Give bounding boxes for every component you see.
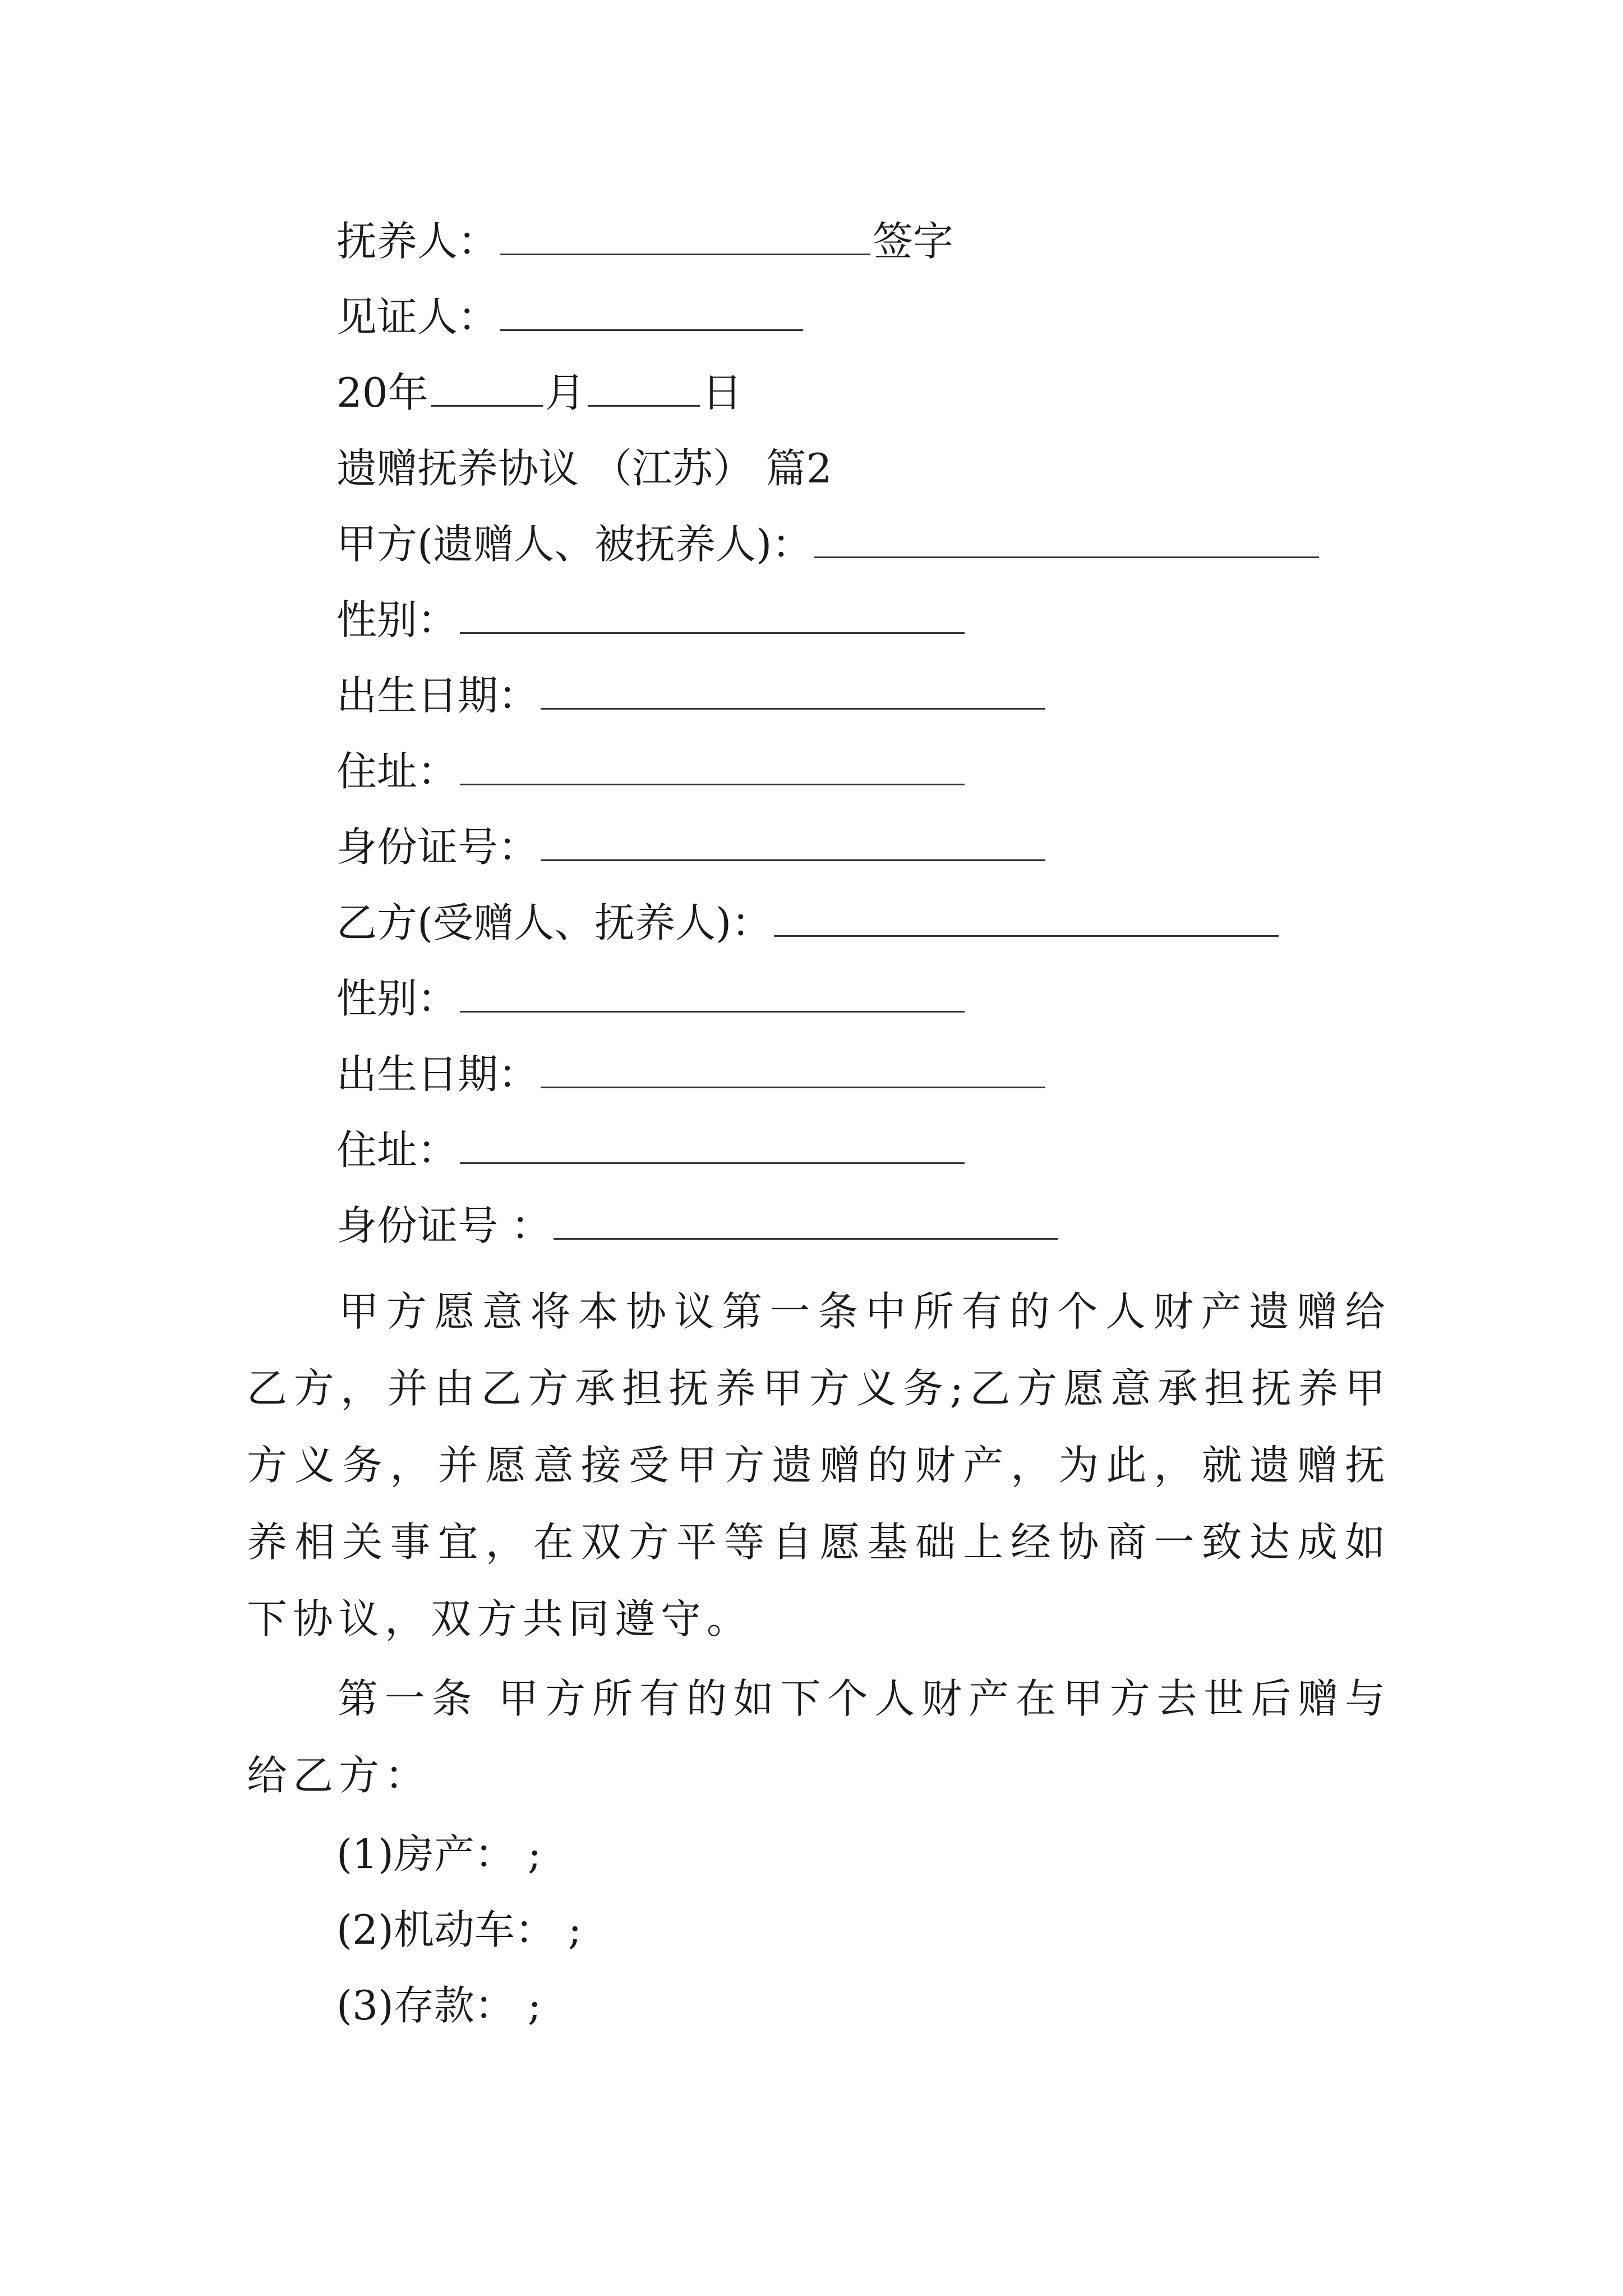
month-blank (431, 366, 543, 407)
party-b-address-line (336, 1122, 967, 1178)
party-a-gender-blank (460, 593, 965, 634)
party-a-blank (814, 517, 1319, 558)
list-item: (1)房产： ; (336, 1830, 542, 1878)
raiser-sign-suffix: 签字 (873, 218, 954, 265)
party-b-id-blank (554, 1199, 1058, 1240)
body-paragraph-1: 甲方愿意将本协议第一条中所有的个人财产遗赠给乙方，并由乙方承担抚养甲方义务;乙方愿意承担抚养甲方义务，并愿意接受甲方遗赠的财产，为此，就遗赠抚养相关事宜，在双方平等自愿基础上经协商一致达成如下协议，双方共同遵守。 (247, 1288, 1391, 1642)
party-a-address-label: 住址： (336, 748, 458, 795)
party-a-title-line (336, 516, 1321, 572)
witness-label: 见证人： (336, 293, 499, 341)
party-b-gender-label: 性别： (336, 975, 458, 1022)
witness-line (336, 289, 805, 345)
day-blank (588, 366, 700, 407)
party-a-birth-line (336, 668, 1048, 724)
party-a-address-blank (460, 744, 965, 785)
party-a-birth-label: 出生日期： (336, 672, 539, 719)
party-b-blank (774, 896, 1279, 937)
party-b-gender-line (336, 970, 967, 1027)
party-a-birth-blank (541, 669, 1045, 710)
body-paragraph-2: 第一条 甲方所有的如下个人财产在甲方去世后赠与给乙方： (247, 1675, 1391, 1799)
list-item: (2)机动车： ; (336, 1906, 582, 1953)
raiser-signature-line (336, 213, 953, 269)
party-b-birth-blank (541, 1047, 1045, 1088)
party-a-gender-label: 性别： (336, 596, 458, 643)
date-year: 20年 (336, 369, 428, 416)
party-b-id-line (336, 1198, 1061, 1254)
party-b-address-label: 住址： (336, 1126, 458, 1174)
list-item: (3)存款： ; (336, 1982, 542, 2029)
party-b-birth-label: 出生日期： (336, 1051, 539, 1098)
witness-blank (500, 290, 803, 331)
party-b-birth-line (336, 1046, 1048, 1102)
party-b-address-blank (460, 1123, 965, 1164)
party-a-gender-line (336, 592, 967, 648)
date-month: 月 (545, 369, 585, 416)
party-a-id-line (336, 819, 1048, 875)
raiser-blank (500, 214, 870, 255)
party-a-id-label: 身份证号： (336, 823, 539, 871)
date-day: 日 (702, 369, 743, 416)
party-b-id-label: 身份证号 ： (336, 1202, 551, 1249)
party-a-address-line (336, 743, 967, 799)
party-b-title: 乙方(受赠人、抚养人)： (336, 899, 772, 946)
party-a-id-blank (541, 820, 1045, 861)
section-title: 遗赠抚养协议 （江苏） 篇2 (336, 445, 832, 492)
party-a-title: 甲方(遗赠人、被抚养人)： (336, 521, 813, 568)
party-b-gender-blank (460, 972, 965, 1013)
date-line (336, 365, 743, 421)
raiser-label: 抚养人： (336, 218, 499, 265)
party-b-title-line (336, 895, 1281, 951)
